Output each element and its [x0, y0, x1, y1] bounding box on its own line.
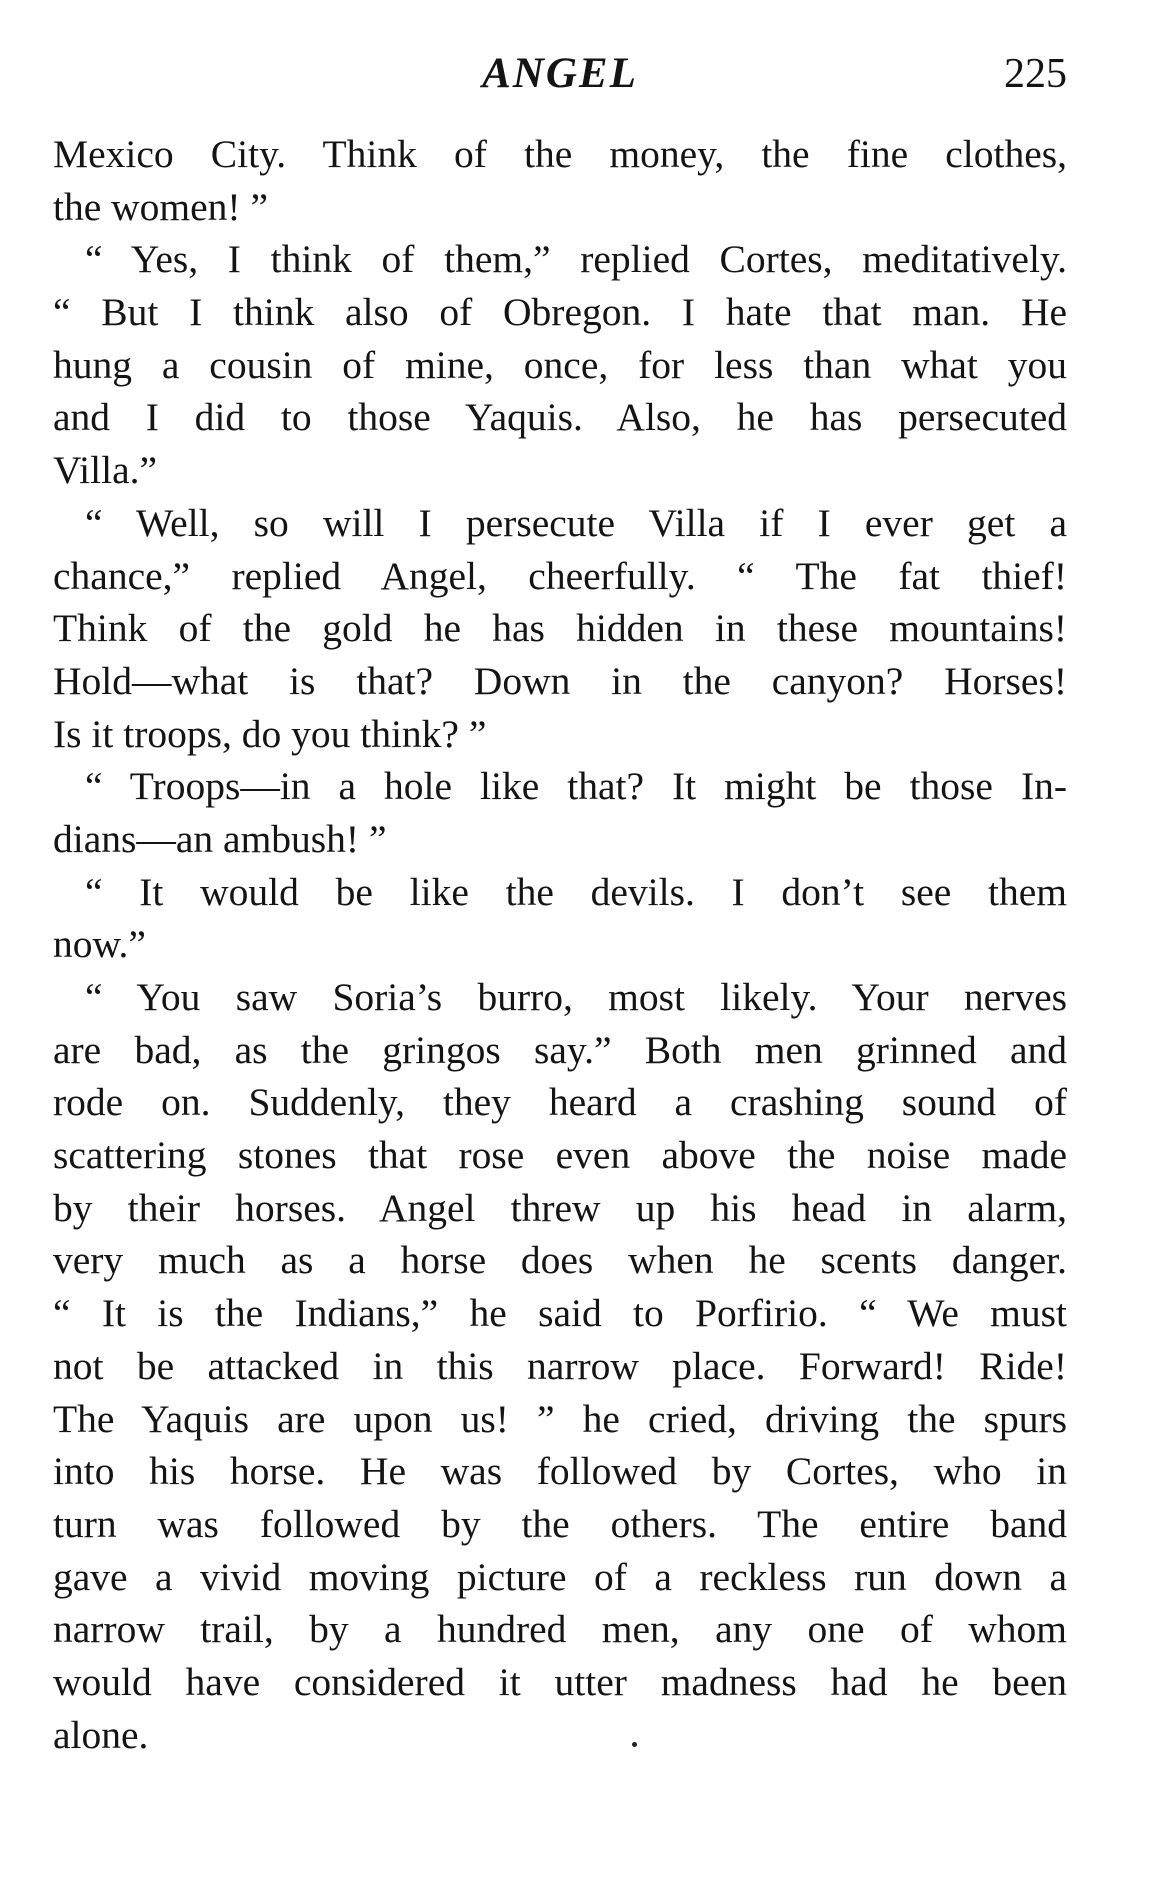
text-line: very much as a horse does when he scents danger.: [53, 1238, 1067, 1283]
text-line: gave a vivid moving picture of a reckless run down a: [53, 1554, 1067, 1599]
text-line: Think of the gold he has hidden in these mountains!: [53, 606, 1067, 651]
text-line: “ Yes, I think of them,” replied Cortes, meditatively.: [85, 237, 1067, 282]
text-line: are bad, as the gringos say.” Both men grinned and: [53, 1027, 1067, 1072]
text-line: rode on. Suddenly, they heard a crashing sound of: [53, 1080, 1067, 1125]
text-line: Mexico City. Think of the money, the fine clothes,: [53, 132, 1067, 176]
text-line: “ It would be like the devils. I don’t see them: [85, 869, 1067, 914]
text-line: alone.: [53, 1712, 149, 1757]
text-line: “ Well, so will I persecute Villa if I ever get a: [85, 500, 1067, 545]
text-line: chance,” replied Angel, cheerfully. “ The fat thief!: [53, 553, 1067, 598]
text-line: not be attacked in this narrow place. Forward! Ride!: [53, 1343, 1067, 1388]
text-line: The Yaquis are upon us! ” he cried, driving the spurs: [53, 1396, 1067, 1441]
text-line: “ You saw Soria’s burro, most likely. Your nerves: [85, 975, 1067, 1019]
text-line: turn was followed by the others. The entire band: [53, 1501, 1067, 1546]
body-text: [53, 128, 1067, 1761]
text-line: the women! ”: [53, 184, 268, 229]
text-line: dians—an ambush! ”: [53, 816, 387, 861]
text-line: Villa.”: [53, 448, 158, 493]
running-head: ANGEL: [482, 50, 638, 97]
text-line: hung a cousin of mine, once, for less than what you: [53, 342, 1067, 387]
text-line: and I did to those Yaquis. Also, he has persecuted: [53, 395, 1067, 440]
text-line: into his horse. He was followed by Cortes, who in: [53, 1449, 1067, 1494]
text-line: Hold—what is that? Down in the canyon? Horses!: [53, 658, 1067, 703]
text-line: “ Troops—in a hole like that? It might be those In-: [85, 764, 1067, 809]
text-line: now.”: [53, 922, 146, 967]
text-line: “ It is the Indians,” he said to Porfirio. “ We must: [53, 1291, 1067, 1336]
page-header: [53, 44, 1067, 104]
text-line: would have considered it utter madness had he been: [53, 1659, 1067, 1704]
text-line: by their horses. Angel threw up his head in alarm,: [53, 1185, 1067, 1230]
text-line: “ But I think also of Obregon. I hate that man. He: [53, 290, 1067, 335]
text-line: scattering stones that rose even above the noise made: [53, 1133, 1067, 1178]
text-line: Is it troops, do you think? ”: [53, 711, 487, 756]
page-number: 225: [1004, 51, 1067, 97]
text-line: narrow trail, by a hundred men, any one of whom: [53, 1607, 1067, 1652]
print-speck: [632, 1742, 637, 1747]
